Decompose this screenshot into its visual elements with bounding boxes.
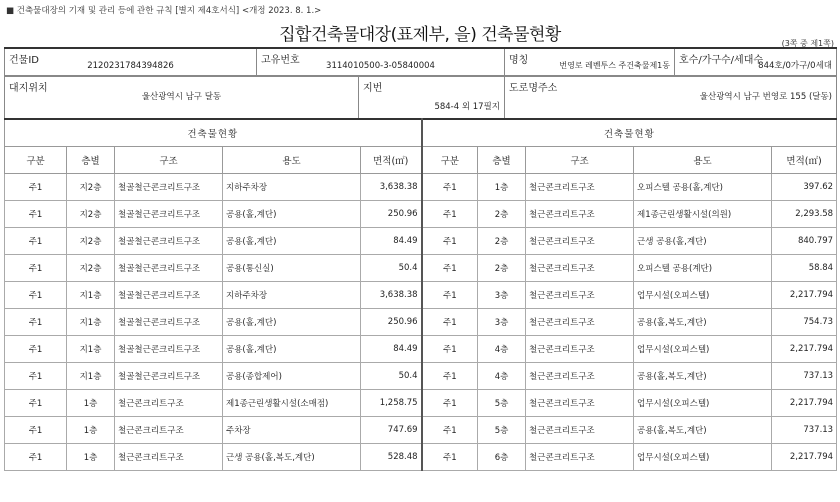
document-title: 집합건축물대장(표제부, 을) 건축물현황 — [279, 25, 561, 45]
page-indicator: (3쪽 중 제1쪽) — [781, 39, 834, 48]
cell-floor: 1층 — [67, 416, 115, 443]
cell-area: 3,638.38 — [361, 281, 422, 308]
col-header-structure: 구조 — [115, 146, 223, 173]
cell-area: 2,217.794 — [772, 389, 837, 416]
left-section-title: 건축물현황 — [5, 119, 422, 146]
cell-structure: 철골철근콘크리트구조 — [115, 308, 223, 335]
cell-usage: 업무시설(오피스텔) — [634, 335, 772, 362]
cell-structure: 철근콘크리트구조 — [526, 173, 634, 200]
cell-usage: 제1종근린생활시설(의원) — [634, 200, 772, 227]
cell-floor: 지1층 — [67, 335, 115, 362]
location-value: 울산광역시 남구 달동 — [141, 91, 222, 102]
cell-floor: 지2층 — [67, 254, 115, 281]
cell-division: 주1 — [5, 416, 67, 443]
col-header-structure: 구조 — [526, 146, 634, 173]
cell-structure: 철근콘크리트구조 — [526, 389, 634, 416]
cell-structure: 철근콘크리트구조 — [526, 254, 634, 281]
table-row — [5, 308, 837, 335]
cell-area: 84.49 — [361, 227, 422, 254]
lot-label: 지번 — [363, 82, 383, 94]
cell-division: 주1 — [5, 281, 67, 308]
cell-area: 840.797 — [772, 227, 837, 254]
unique-no-value: 3114010500-3-05840004 — [326, 60, 435, 71]
cell-division: 주1 — [422, 254, 478, 281]
cell-usage: 공용(통신실) — [223, 254, 361, 281]
cell-floor: 지2층 — [67, 200, 115, 227]
building-status-section — [4, 118, 836, 471]
cell-division: 주1 — [422, 389, 478, 416]
cell-usage: 공용(종합제어) — [223, 362, 361, 389]
cell-structure: 철근콘크리트구조 — [115, 443, 223, 470]
cell-area: 737.13 — [772, 416, 837, 443]
lot-cell — [359, 76, 505, 120]
cell-floor: 5층 — [478, 416, 526, 443]
building-id-label: 건물ID — [9, 55, 39, 66]
cell-structure: 철근콘크리트구조 — [526, 416, 634, 443]
col-header-area: 면적(㎡) — [772, 146, 837, 173]
cell-floor: 3층 — [478, 281, 526, 308]
building-id-cell — [5, 48, 257, 75]
cell-area: 2,217.794 — [772, 443, 837, 470]
cell-structure: 철골철근콘크리트구조 — [115, 200, 223, 227]
cell-division: 주1 — [5, 335, 67, 362]
cell-area: 250.96 — [361, 308, 422, 335]
name-cell — [505, 48, 675, 75]
cell-floor: 4층 — [478, 335, 526, 362]
cell-division: 주1 — [422, 308, 478, 335]
col-header-division: 구분 — [422, 146, 478, 173]
right-section-title: 건축물현황 — [422, 119, 837, 146]
cell-usage: 공용(홀,복도,계단) — [634, 362, 772, 389]
cell-division: 주1 — [5, 443, 67, 470]
cell-area: 2,217.794 — [772, 335, 837, 362]
cell-area: 1,258.75 — [361, 389, 422, 416]
cell-division: 주1 — [5, 308, 67, 335]
cell-structure: 철근콘크리트구조 — [526, 335, 634, 362]
cell-area: 737.13 — [772, 362, 837, 389]
cell-floor: 2층 — [478, 227, 526, 254]
building-status-table — [4, 118, 837, 471]
cell-division: 주1 — [5, 389, 67, 416]
cell-area: 50.4 — [361, 254, 422, 281]
cell-structure: 철골철근콘크리트구조 — [115, 254, 223, 281]
building-info-section — [4, 47, 836, 121]
road-address-cell — [505, 76, 837, 120]
lot-value: 584-4 외 17필지 — [434, 101, 500, 112]
cell-usage: 오피스텔 공용(홀,계단) — [634, 173, 772, 200]
cell-usage: 근생 공용(홀,복도,계단) — [223, 443, 361, 470]
unique-no-cell — [257, 48, 505, 75]
cell-floor: 1층 — [478, 173, 526, 200]
cell-usage: 근생 공용(홀,계단) — [634, 227, 772, 254]
cell-division: 주1 — [422, 227, 478, 254]
cell-division: 주1 — [5, 200, 67, 227]
cell-floor: 2층 — [478, 200, 526, 227]
cell-floor: 6층 — [478, 443, 526, 470]
cell-floor: 지2층 — [67, 227, 115, 254]
cell-structure: 철근콘크리트구조 — [526, 362, 634, 389]
cell-usage: 공용(홀,복도,계단) — [634, 308, 772, 335]
cell-structure: 철근콘크리트구조 — [115, 389, 223, 416]
cell-structure: 철근콘크리트구조 — [526, 443, 634, 470]
building-id-value: 2120231784394826 — [87, 60, 174, 71]
unique-no-label: 고유번호 — [261, 55, 300, 66]
table-row — [5, 335, 837, 362]
cell-area: 250.96 — [361, 200, 422, 227]
cell-floor: 3층 — [478, 308, 526, 335]
cell-usage: 업무시설(오피스텔) — [634, 389, 772, 416]
location-cell — [5, 76, 359, 120]
units-cell — [675, 48, 837, 75]
cell-usage: 주차장 — [223, 416, 361, 443]
cell-division: 주1 — [5, 254, 67, 281]
cell-division: 주1 — [5, 362, 67, 389]
cell-structure: 철골철근콘크리트구조 — [115, 173, 223, 200]
cell-usage: 업무시설(오피스텔) — [634, 281, 772, 308]
cell-floor: 2층 — [478, 254, 526, 281]
cell-division: 주1 — [422, 443, 478, 470]
cell-area: 747.69 — [361, 416, 422, 443]
cell-area: 3,638.38 — [361, 173, 422, 200]
cell-division: 주1 — [422, 362, 478, 389]
cell-structure: 철골철근콘크리트구조 — [115, 335, 223, 362]
col-header-floor: 층별 — [67, 146, 115, 173]
cell-usage: 제1종근린생활시설(소매점) — [223, 389, 361, 416]
col-header-division: 구분 — [5, 146, 67, 173]
cell-division: 주1 — [5, 173, 67, 200]
cell-area: 397.62 — [772, 173, 837, 200]
cell-division: 주1 — [422, 173, 478, 200]
cell-area: 84.49 — [361, 335, 422, 362]
table-row — [5, 443, 837, 470]
cell-division: 주1 — [422, 416, 478, 443]
cell-area: 2,217.794 — [772, 281, 837, 308]
units-label: 호수/가구수/세대수 — [679, 55, 764, 66]
cell-structure: 철근콘크리트구조 — [526, 227, 634, 254]
cell-floor: 지1층 — [67, 362, 115, 389]
cell-floor: 1층 — [67, 443, 115, 470]
name-value: 번영로 레벤투스 주건축물제1동 — [559, 60, 670, 70]
cell-usage: 공용(홀,계단) — [223, 227, 361, 254]
cell-usage: 공용(홀,복도,계단) — [634, 416, 772, 443]
cell-division: 주1 — [422, 200, 478, 227]
cell-floor: 4층 — [478, 362, 526, 389]
cell-division: 주1 — [422, 335, 478, 362]
road-address-value: 울산광역시 남구 번영로 155 (달동) — [699, 91, 832, 102]
cell-structure: 철골철근콘크리트구조 — [115, 281, 223, 308]
building-info-table — [4, 47, 837, 76]
cell-usage: 공용(홀,계단) — [223, 308, 361, 335]
cell-structure: 철골철근콘크리트구조 — [115, 227, 223, 254]
cell-floor: 1층 — [67, 389, 115, 416]
cell-usage: 지하주차장 — [223, 173, 361, 200]
cell-usage: 업무시설(오피스텔) — [634, 443, 772, 470]
cell-floor: 지1층 — [67, 281, 115, 308]
col-header-floor: 층별 — [478, 146, 526, 173]
cell-usage: 지하주차장 — [223, 281, 361, 308]
cell-floor: 지2층 — [67, 173, 115, 200]
table-row — [5, 281, 837, 308]
cell-structure: 철근콘크리트구조 — [526, 308, 634, 335]
cell-area: 2,293.58 — [772, 200, 837, 227]
cell-usage: 오피스텔 공용(계단) — [634, 254, 772, 281]
cell-area: 58.84 — [772, 254, 837, 281]
building-status-rows — [5, 173, 837, 470]
cell-structure: 철근콘크리트구조 — [526, 200, 634, 227]
road-address-label: 도로명주소 — [509, 82, 558, 94]
cell-usage: 공용(홀,계단) — [223, 200, 361, 227]
cell-area: 754.73 — [772, 308, 837, 335]
cell-structure: 철근콘크리트구조 — [115, 416, 223, 443]
cell-usage: 공용(홀,계단) — [223, 335, 361, 362]
cell-floor: 지1층 — [67, 308, 115, 335]
location-info-table — [4, 76, 837, 121]
cell-structure: 철근콘크리트구조 — [526, 281, 634, 308]
regulation-note: ■ 건축물대장의 기재 및 관리 등에 관한 규칙 [별지 제4호서식] <개정 2023. 8. 1.> — [6, 6, 322, 16]
table-row — [5, 389, 837, 416]
cell-floor: 5층 — [478, 389, 526, 416]
col-header-usage: 용도 — [223, 146, 361, 173]
name-label: 명칭 — [509, 55, 529, 66]
col-header-usage: 용도 — [634, 146, 772, 173]
table-row — [5, 173, 837, 200]
table-row — [5, 362, 837, 389]
location-label: 대지위치 — [9, 82, 48, 94]
table-row — [5, 200, 837, 227]
table-row — [5, 416, 837, 443]
table-row — [5, 254, 837, 281]
table-row — [5, 227, 837, 254]
cell-structure: 철골철근콘크리트구조 — [115, 362, 223, 389]
cell-division: 주1 — [5, 227, 67, 254]
col-header-area: 면적(㎡) — [361, 146, 422, 173]
cell-area: 528.48 — [361, 443, 422, 470]
units-value: 844호/0가구/0세대 — [758, 60, 832, 71]
cell-division: 주1 — [422, 281, 478, 308]
cell-area: 50.4 — [361, 362, 422, 389]
